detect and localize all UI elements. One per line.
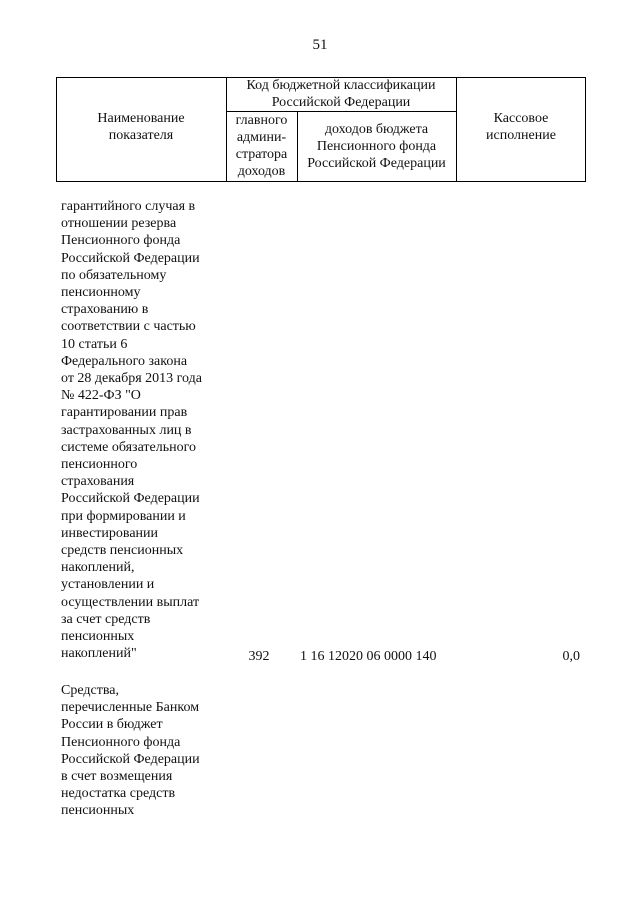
header-chief-admin: главного админи- стратора доходов [235,113,288,179]
table-row-amount: 0,0 [562,649,580,664]
header-indicator-name: Наименование показателя [97,111,185,143]
header-budget-code-group: Код бюджетной классификации Российской Федерации [246,78,436,110]
table-row-name: Средства, перечисленные Банком России в бюджет Пенсионного фонда Российской Федерации в счет возмещения недостатка средств пенсионных [61,683,200,819]
table-row-admin: 392 [248,649,270,664]
page-number: 51 [312,37,328,53]
table-header [56,77,586,182]
table-row-code: 1 16 12020 06 0000 140 [300,649,437,664]
header-bottom-border [56,181,586,182]
header-revenue-code: доходов бюджета Пенсионного фонда Российской Федерации [307,122,446,171]
table-row-name: гарантийного случая в отношении резерва Пенсионного фонда Российской Федерации по обязательному пенсионному страхованию в соответствии с частью 10 статьи 6 Федерального закона от 28 декабря 2013 года № 422-ФЗ "О гарантировании прав застрахованных лиц в системе обязательного пенсионного страхования Российской Федерации при формировании и инвестировании средств пенсионных накоплений, установлении и осуществлении выплат за счет средств пенсионных накоплений" [61,199,202,662]
header-cash-execution: Кассовое исполнение [486,111,556,143]
